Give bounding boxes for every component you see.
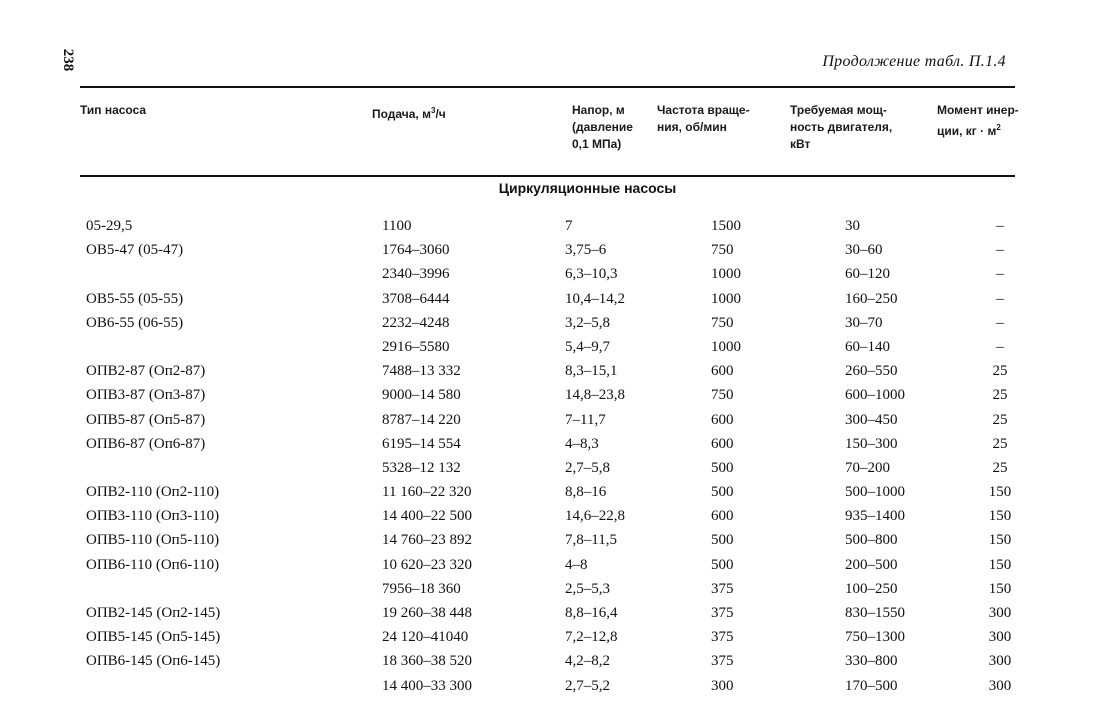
table-header-rule xyxy=(80,175,1015,177)
table-row xyxy=(0,410,1106,434)
cell-rpm: 1500 xyxy=(711,218,741,234)
cell-power: 750–1300 xyxy=(845,629,905,646)
table-row xyxy=(0,458,1106,482)
cell-pump-type: ОПВ6-145 (Оп6-145) xyxy=(86,653,221,670)
cell-moment: – xyxy=(996,290,1004,307)
cell-head: 14,6–22,8 xyxy=(565,508,625,525)
table-row xyxy=(0,313,1106,337)
cell-power: 30 xyxy=(845,218,860,234)
cell-power: 30–60 xyxy=(845,242,883,259)
cell-power: 70–200 xyxy=(845,459,890,476)
cell-pump-type: ОПВ5-110 (Оп5-110) xyxy=(86,532,220,549)
cell-rpm: 600 xyxy=(711,411,734,428)
cell-rpm: 1000 xyxy=(711,290,741,307)
header-head: Напор, м (давление 0,1 МПа) xyxy=(572,103,633,151)
table-row xyxy=(0,676,1106,700)
cell-power: 150–300 xyxy=(845,435,898,452)
cell-moment: 25 xyxy=(992,435,1008,452)
cell-rpm: 500 xyxy=(711,484,734,501)
cell-pump-type: ОПВ6-110 (Оп6-110) xyxy=(86,556,220,573)
cell-moment: 25 xyxy=(992,387,1008,404)
cell-head: 10,4–14,2 xyxy=(565,290,625,307)
cell-head: 7–11,7 xyxy=(565,411,606,428)
cell-flow: 3708–6444 xyxy=(382,290,450,307)
cell-power: 260–550 xyxy=(845,363,898,380)
table-row xyxy=(0,530,1106,554)
cell-head: 5,4–9,7 xyxy=(565,338,610,355)
cell-flow: 2916–5580 xyxy=(382,338,450,355)
cell-flow: 19 260–38 448 xyxy=(382,605,472,621)
cell-power: 100–250 xyxy=(845,580,898,597)
cell-power: 935–1400 xyxy=(845,508,905,525)
cell-rpm: 500 xyxy=(711,532,734,549)
cell-power: 500–1000 xyxy=(845,484,905,501)
cell-pump-type: ОВ5-47 (05-47) xyxy=(86,242,184,259)
cell-moment: 300 xyxy=(988,605,1012,621)
cell-rpm: 750 xyxy=(711,314,734,331)
cell-power: 830–1550 xyxy=(845,605,905,621)
cell-moment: – xyxy=(996,338,1004,355)
table-row xyxy=(0,555,1106,579)
cell-flow: 8787–14 220 xyxy=(382,411,461,428)
cell-moment: 25 xyxy=(992,363,1008,380)
cell-power: 30–70 xyxy=(845,314,883,331)
cell-moment: 150 xyxy=(988,580,1012,597)
table-row xyxy=(0,434,1106,458)
cell-rpm: 500 xyxy=(711,459,734,476)
table-row xyxy=(0,627,1106,651)
cell-head: 14,8–23,8 xyxy=(565,387,625,404)
section-title: Циркуляционные насосы xyxy=(498,180,677,196)
header-pump-type: Тип насоса xyxy=(80,103,147,117)
cell-pump-type: ОВ6-55 (06-55) xyxy=(86,314,184,331)
cell-pump-type: ОПВ6-87 (Оп6-87) xyxy=(86,435,206,452)
header-flow-text: Подача, м xyxy=(372,107,431,121)
cell-moment: – xyxy=(996,314,1004,331)
cell-head: 4–8 xyxy=(565,556,588,573)
cell-flow: 2232–4248 xyxy=(382,314,450,331)
cell-rpm: 600 xyxy=(711,508,734,525)
cell-power: 330–800 xyxy=(845,653,898,670)
cell-moment: 300 xyxy=(988,629,1012,646)
table-row xyxy=(0,603,1106,627)
header-moment-sup: 2 xyxy=(996,123,1001,132)
cell-power: 60–120 xyxy=(845,266,890,283)
table-row xyxy=(0,385,1106,409)
table-row xyxy=(0,240,1106,264)
table-row xyxy=(0,506,1106,530)
header-power: Требуемая мощ- ность двигателя, кВт xyxy=(790,103,893,151)
cell-moment: 150 xyxy=(988,556,1012,573)
cell-rpm: 500 xyxy=(711,556,734,573)
table-row xyxy=(0,216,1106,240)
cell-moment: 300 xyxy=(988,677,1012,694)
cell-power: 160–250 xyxy=(845,290,898,307)
cell-moment: 150 xyxy=(988,532,1012,549)
table-row xyxy=(0,264,1106,288)
cell-rpm: 375 xyxy=(711,580,734,597)
cell-rpm: 600 xyxy=(711,363,734,380)
header-flow-sup: 3 xyxy=(430,106,436,115)
cell-moment: 300 xyxy=(988,653,1012,670)
cell-flow: 24 120–41040 xyxy=(382,629,469,646)
cell-pump-type: ОПВ3-110 (Оп3-110) xyxy=(86,508,220,525)
cell-rpm: 1000 xyxy=(711,266,741,283)
cell-moment: 25 xyxy=(992,411,1008,428)
cell-rpm: 600 xyxy=(711,435,734,452)
cell-head: 6,3–10,3 xyxy=(565,266,618,283)
cell-pump-type: 05-29,5 xyxy=(86,218,133,234)
cell-pump-type: ОПВ5-145 (Оп5-145) xyxy=(86,629,221,646)
table-row xyxy=(0,651,1106,675)
cell-power: 500–800 xyxy=(845,532,898,549)
cell-rpm: 375 xyxy=(711,629,734,646)
cell-head: 3,2–5,8 xyxy=(565,314,610,331)
cell-pump-type: ОПВ2-145 (Оп2-145) xyxy=(86,605,221,621)
cell-flow: 7488–13 332 xyxy=(382,363,461,380)
table-row xyxy=(0,361,1106,385)
cell-rpm: 750 xyxy=(711,242,734,259)
cell-head: 4–8,3 xyxy=(565,435,599,452)
cell-moment: 150 xyxy=(988,484,1012,501)
table-row xyxy=(0,337,1106,361)
table-row xyxy=(0,289,1106,313)
table-row xyxy=(0,579,1106,603)
cell-head: 7,2–12,8 xyxy=(565,629,618,646)
cell-flow: 5328–12 132 xyxy=(382,459,461,476)
cell-flow: 6195–14 554 xyxy=(382,435,461,452)
cell-flow: 14 400–33 300 xyxy=(382,677,472,694)
cell-pump-type: ОПВ5-87 (Оп5-87) xyxy=(86,411,206,428)
cell-head: 7 xyxy=(565,218,573,234)
cell-power: 200–500 xyxy=(845,556,898,573)
cell-flow: 2340–3996 xyxy=(382,266,450,283)
cell-head: 2,5–5,3 xyxy=(565,580,610,597)
cell-moment: 25 xyxy=(992,459,1008,476)
header-flow xyxy=(372,102,446,123)
cell-rpm: 375 xyxy=(711,605,734,621)
cell-power: 600–1000 xyxy=(845,387,905,404)
cell-rpm: 375 xyxy=(711,653,734,670)
header-moment xyxy=(937,102,1019,140)
cell-flow: 7956–18 360 xyxy=(382,580,461,597)
header-flow-tail: /ч xyxy=(435,107,446,121)
cell-rpm: 1000 xyxy=(711,338,741,355)
cell-flow: 18 360–38 520 xyxy=(382,653,472,670)
cell-head: 2,7–5,2 xyxy=(565,677,610,694)
cell-pump-type: ОВ5-55 (05-55) xyxy=(86,290,184,307)
cell-head: 8,8–16 xyxy=(565,484,607,501)
cell-head: 4,2–8,2 xyxy=(565,653,610,670)
cell-pump-type: ОПВ2-110 (Оп2-110) xyxy=(86,484,220,501)
table-row xyxy=(0,482,1106,506)
cell-rpm: 300 xyxy=(711,677,734,694)
cell-flow: 1764–3060 xyxy=(382,242,450,259)
cell-moment: 150 xyxy=(988,508,1012,525)
cell-power: 170–500 xyxy=(845,677,898,694)
cell-head: 2,7–5,8 xyxy=(565,459,610,476)
table-caption: Продолжение табл. П.1.4 xyxy=(822,53,1006,70)
header-moment-text: Момент инер- ции, кг · м xyxy=(937,103,1019,138)
header-rpm: Частота враще- ния, об/мин xyxy=(657,103,750,134)
cell-head: 7,8–11,5 xyxy=(565,532,617,549)
cell-power: 300–450 xyxy=(845,411,898,428)
table-top-rule xyxy=(80,86,1015,88)
cell-head: 8,3–15,1 xyxy=(565,363,618,380)
page-number: 238 xyxy=(60,48,76,72)
cell-flow: 1100 xyxy=(382,218,412,234)
cell-flow: 11 160–22 320 xyxy=(382,484,472,501)
cell-rpm: 750 xyxy=(711,387,734,404)
cell-head: 3,75–6 xyxy=(565,242,607,259)
cell-moment: – xyxy=(996,218,1004,234)
cell-pump-type: ОПВ2-87 (Оп2-87) xyxy=(86,363,206,380)
cell-power: 60–140 xyxy=(845,338,890,355)
cell-head: 8,8–16,4 xyxy=(565,605,618,621)
cell-flow: 14 400–22 500 xyxy=(382,508,472,525)
cell-moment: – xyxy=(996,266,1004,283)
cell-flow: 14 760–23 892 xyxy=(382,532,472,549)
cell-flow: 10 620–23 320 xyxy=(382,556,472,573)
cell-pump-type: ОПВ3-87 (Оп3-87) xyxy=(86,387,206,404)
table-body xyxy=(0,216,1106,700)
cell-moment: – xyxy=(996,242,1004,259)
cell-flow: 9000–14 580 xyxy=(382,387,461,404)
